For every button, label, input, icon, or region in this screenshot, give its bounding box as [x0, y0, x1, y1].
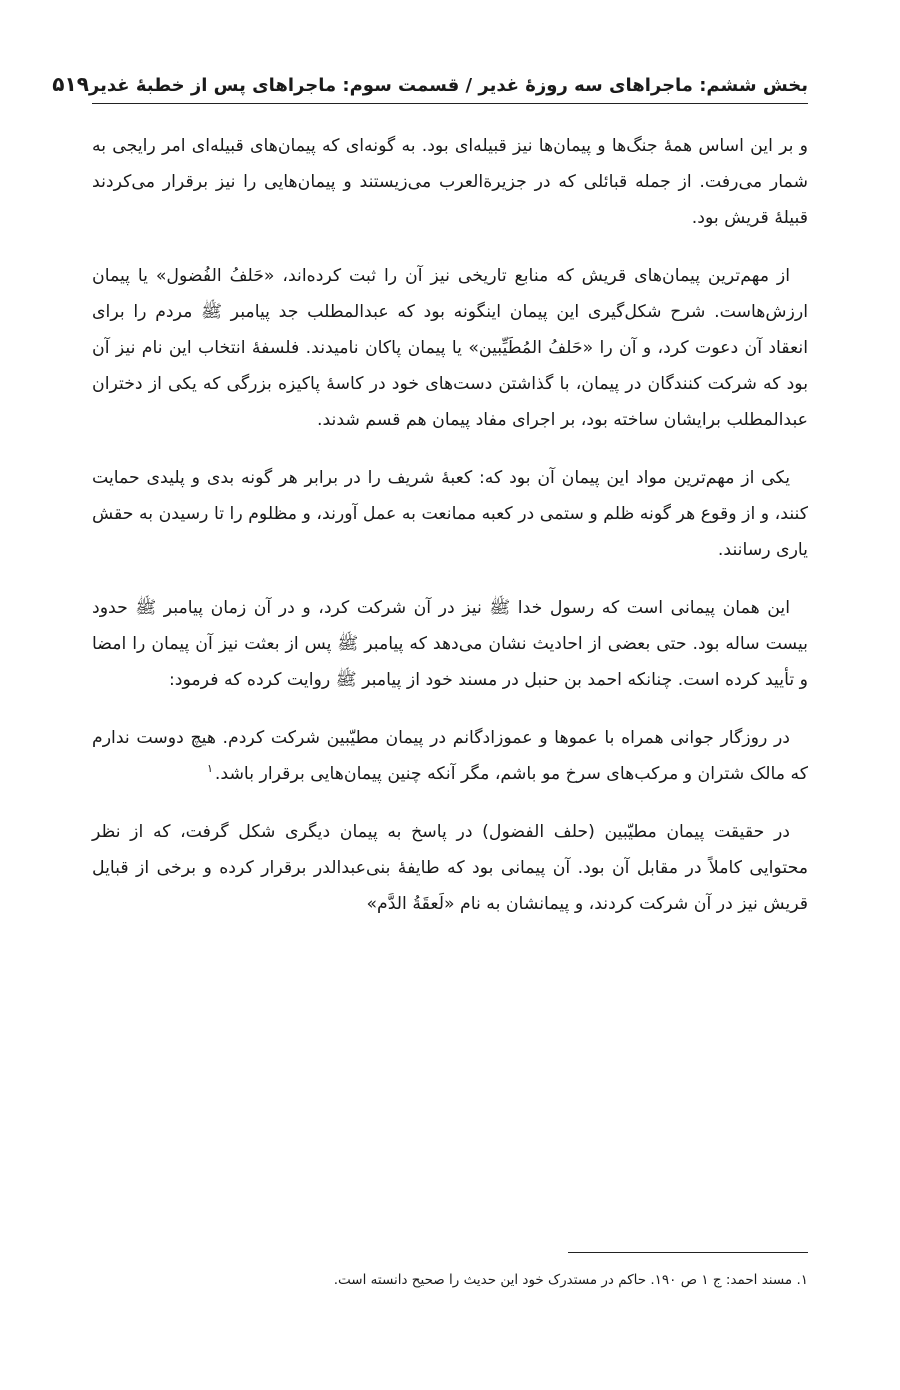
footnote-marker[interactable]: ۱ [206, 762, 213, 776]
running-title: بخش ششم: ماجراهای سه روزهٔ غدیر / قسمت سوم: ماجراهای پس از خطبهٔ غدیر [88, 75, 808, 96]
paragraph: این همان پیمانی است که رسول خدا ﷺ نیز در آن شرکت کرد، و در آن زمان پیامبر ﷺ حدود بیست ساله بود. حتی بعضی از احادیث نشان می‌دهد که پیامبر ﷺ پس از بعثت نیز آن پیمان را امضا و تأیید کرده است. چنانکه احمد بن حنبل در مسند خود از پیامبر ﷺ روایت کرده که فرمود: [92, 598, 808, 690]
paragraph: از مهم‌ترین پیمان‌های قریش که منابع تاریخی نیز آن را ثبت کرده‌اند، «حَلفُ الفُضول» یا پیمان ارزش‌هاست. شرح شکل‌گیری این پیمان اینگونه بود که عبدالمطلب جد پیامبر ﷺ مردم را برای انعقاد آن دعوت کرد، و آن را «حَلفُ المُطَیِّبین» یا پیمان پاکان نامیدند. فلسفهٔ انتخاب این نام نیز آن بود که شرکت کنندگان در پیمان، با گذاشتن دست‌های خود در کاسهٔ پاکیزه بزرگی که یکی از دختران عبدالمطلب برایشان ساخته بود، بر اجرای مفاد پیمان هم قسم شدند. [92, 266, 808, 430]
footnote-item: ۱. مسند احمد: ج ۱ ص ۱۹۰. حاکم در مستدرک خود این حدیث را صحیح دانسته است. [333, 1272, 808, 1288]
paragraph: در حقیقت پیمان مطیّبین (حلف الفضول) در پاسخ به پیمان دیگری شکل گرفت، که از نظر محتوایی کاملاً در مقابل آن بود. آن پیمانی بود که طایفهٔ بنی‌عبدالدر برقرار کرده و برخی از قبایل قریش نیز در آن شرکت کردند، و پیمانشان به نام «لَعقَةُ الدَّم» [92, 822, 808, 914]
book-page [52, 58, 808, 944]
running-header [52, 58, 808, 104]
hadith-quote [92, 720, 808, 792]
paragraph: و بر این اساس همهٔ جنگ‌ها و پیمان‌ها نیز قبیله‌ای بود. به گونه‌ای که پیمان‌های قبیله‌ای امر رایجی به شمار می‌رفت. از جمله قبائلی که در جزیرةالعرب می‌زیستند و پیمان‌هایی را نیز برقرار می‌کردند قبیلهٔ قریش بود. [92, 136, 808, 228]
footnote-divider [568, 1252, 808, 1253]
page-number: ۵۱۹ [52, 72, 89, 96]
footnotes [92, 1252, 808, 1291]
page-body [92, 128, 808, 922]
quote-text: در روزگار جوانی همراه با عموها و عموزادگانم در پیمان مطیّبین شرکت کردم. هیچ دوست ندارم که مالک شتران و مرکب‌های سرخ مو باشم، مگر آنکه چنین پیمان‌هایی برقرار باشد. [92, 728, 808, 784]
paragraph: یکی از مهم‌ترین مواد این پیمان آن بود که: کعبهٔ شریف را در برابر هر گونه بدی و پلیدی حمایت کنند، و از وقوع هر گونه ظلم و ستمی در کعبه ممانعت به عمل آورند، و مظلوم را تا رسیدن به حقش یاری رسانند. [92, 468, 808, 560]
